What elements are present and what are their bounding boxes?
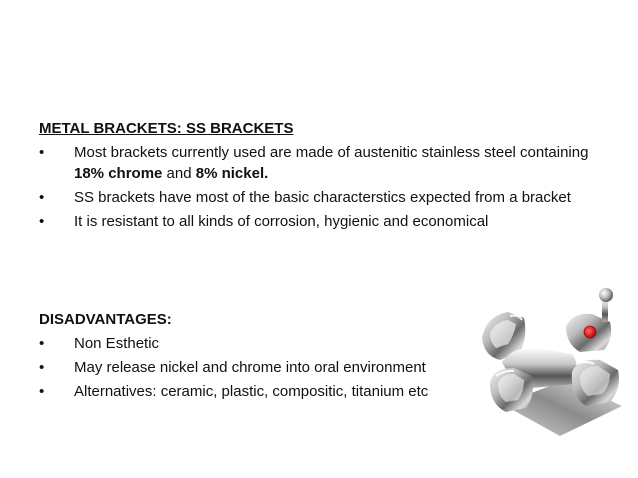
metal-brackets-section xyxy=(39,118,614,232)
bullet-text: It is resistant to all kinds of corrosion, hygienic and economical xyxy=(74,213,489,230)
bullet-dot: • xyxy=(39,189,45,206)
bullet-dot: • xyxy=(39,359,45,376)
bullet-item xyxy=(39,142,614,184)
bullet-dot: • xyxy=(39,144,45,161)
bullet-text: SS brackets have most of the basic characterstics expected from a bracket xyxy=(74,189,571,206)
bullet-item xyxy=(39,211,614,232)
bullet-text: May release nickel and chrome into oral environment xyxy=(74,359,426,376)
bullet-text: Non Esthetic xyxy=(74,335,160,352)
metal-brackets-heading: METAL BRACKETS: SS BRACKETS xyxy=(39,120,294,137)
bullet-dot: • xyxy=(39,213,45,230)
nickel-percentage: 8% nickel. xyxy=(195,165,269,182)
bullet-text: Alternatives: ceramic, plastic, compositic, titanium etc xyxy=(74,383,429,400)
chrome-percentage: 18% chrome xyxy=(74,165,163,182)
bullet-dot: • xyxy=(39,383,45,400)
bracket-image xyxy=(462,276,638,442)
bullet-text: Most brackets currently used are made of austenitic stainless steel containing 18% chrome and 8% nickel. xyxy=(74,144,589,182)
metal-bracket-illustration xyxy=(462,276,638,442)
disadvantages-heading: DISADVANTAGES: xyxy=(39,311,172,328)
bullet-dot: • xyxy=(39,335,45,352)
bullet-item xyxy=(39,187,614,208)
